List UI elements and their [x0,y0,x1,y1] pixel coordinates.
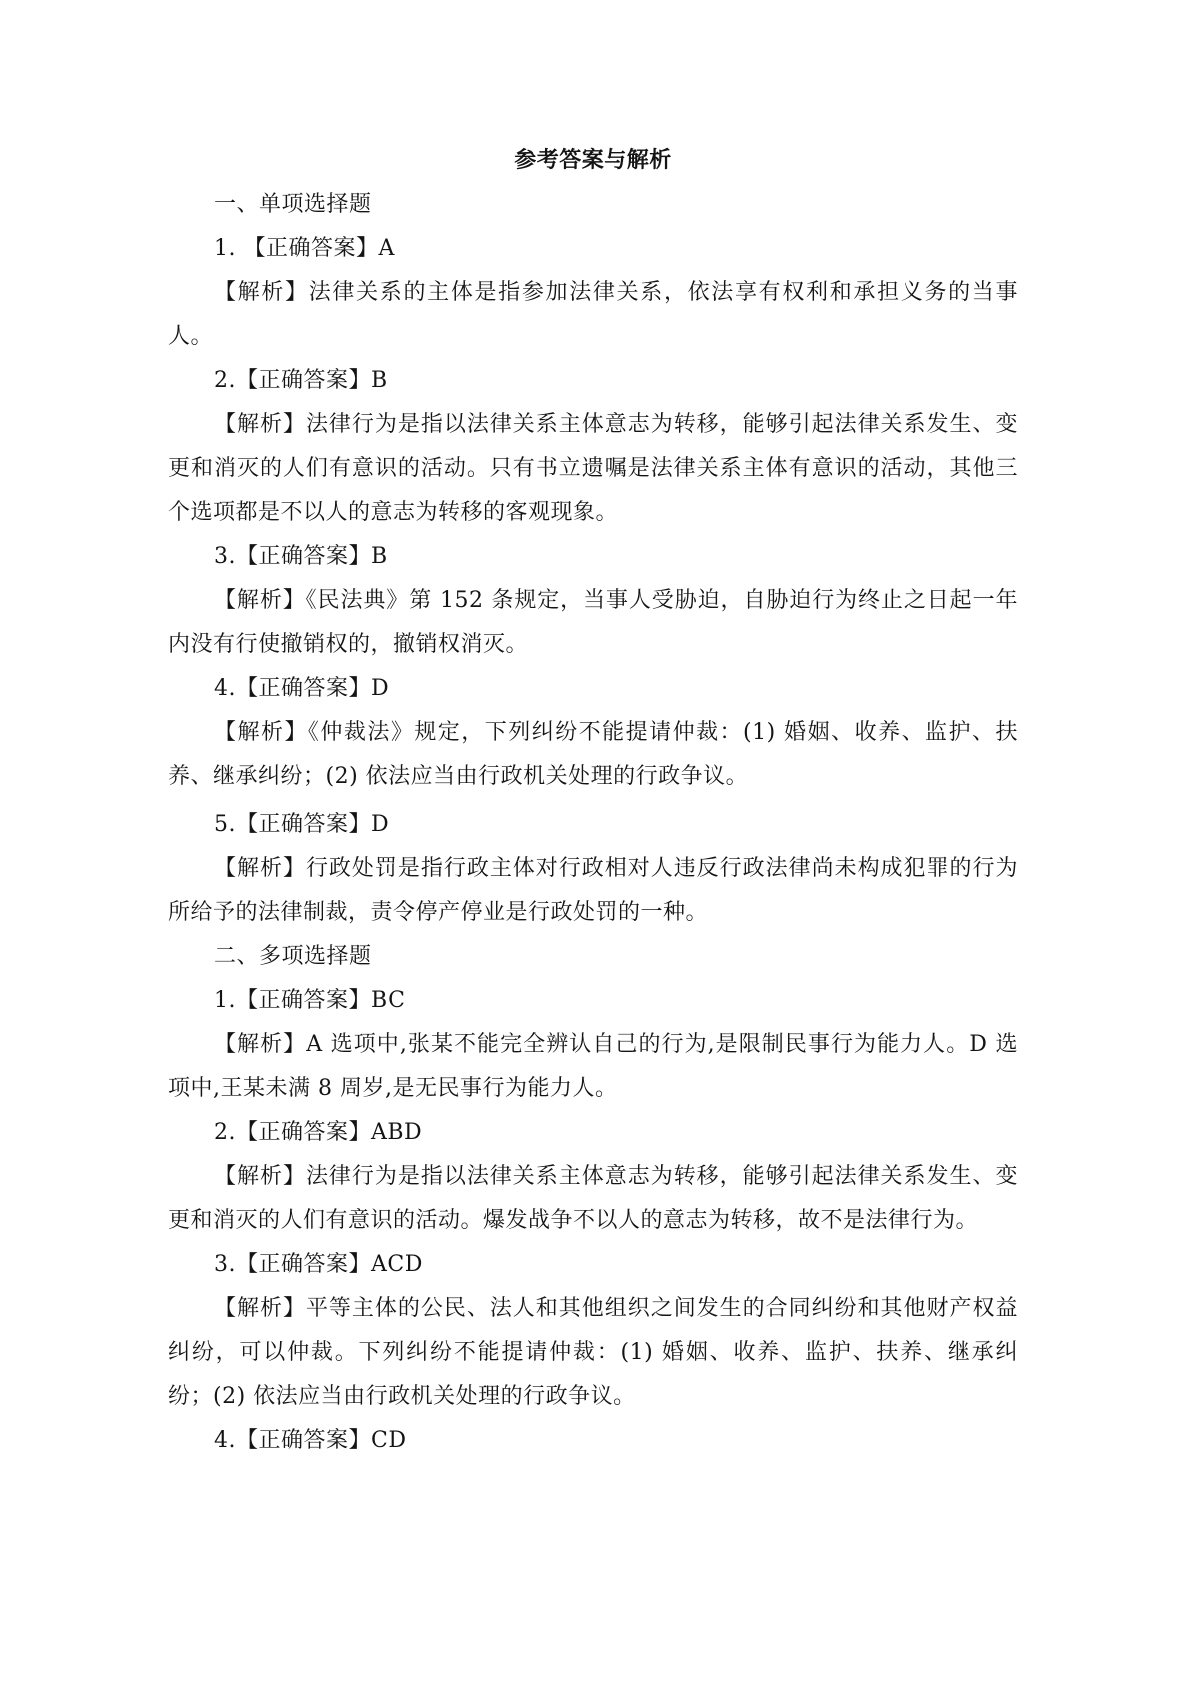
answer-line: 3.【正确答案】B [214,544,388,569]
analysis-paragraph: 【解析】《仲裁法》规定，下列纠纷不能提请仲裁：(1) 婚姻、收养、监护、扶养、继承纠纷；(2) 依法应当由行政机关处理的行政争议。 [168,720,1018,789]
answer-line: 1.【正确答案】BC [214,988,406,1013]
analysis-paragraph: 【解析】法律关系的主体是指参加法律关系，依法享有权利和承担义务的当事人。 [168,280,1018,349]
analysis-paragraph: 【解析】《民法典》第 152 条规定，当事人受胁迫，自胁迫行为终止之日起一年内没有行使撤销权的，撤销权消灭。 [168,588,1018,657]
section-heading: 一、单项选择题 [214,192,372,217]
answer-line: 4.【正确答案】CD [214,1428,407,1453]
answer-line: 2.【正确答案】ABD [214,1120,423,1145]
answer-line: 5.【正确答案】D [214,812,390,837]
analysis-paragraph: 【解析】行政处罚是指行政主体对行政相对人违反行政法律尚未构成犯罪的行为所给予的法律制裁，责令停产停业是行政处罚的一种。 [168,856,1018,925]
analysis-paragraph: 【解析】A 选项中,张某不能完全辨认自己的行为,是限制民事行为能力人。D 选项中,王某未满 8 周岁,是无民事行为能力人。 [168,1032,1018,1101]
answer-line: 3.【正确答案】ACD [214,1252,423,1277]
answer-line: 1. 【正确答案】A [214,236,395,261]
answer-line: 2.【正确答案】B [214,368,388,393]
section-multiple-choice [168,935,1018,1463]
analysis-paragraph: 【解析】平等主体的公民、法人和其他组织之间发生的合同纠纷和其他财产权益纠纷，可以仲裁。下列纠纷不能提请仲裁：(1) 婚姻、收养、监护、扶养、继承纠纷；(2) 依法应当由行政机关处理的行政争议。 [168,1296,1018,1409]
document-page [168,138,1018,1463]
section-heading: 二、多项选择题 [214,944,372,969]
section-single-choice [168,183,1018,935]
analysis-paragraph: 【解析】法律行为是指以法律关系主体意志为转移，能够引起法律关系发生、变更和消灭的人们有意识的活动。只有书立遗嘱是法律关系主体有意识的活动，其他三个选项都是不以人的意志为转移的客观现象。 [168,412,1018,525]
analysis-paragraph: 【解析】法律行为是指以法律关系主体意志为转移，能够引起法律关系发生、变更和消灭的人们有意识的活动。爆发战争不以人的意志为转移，故不是法律行为。 [168,1164,1018,1233]
answer-line: 4.【正确答案】D [214,676,390,701]
page-title: 参考答案与解析 [514,147,672,173]
